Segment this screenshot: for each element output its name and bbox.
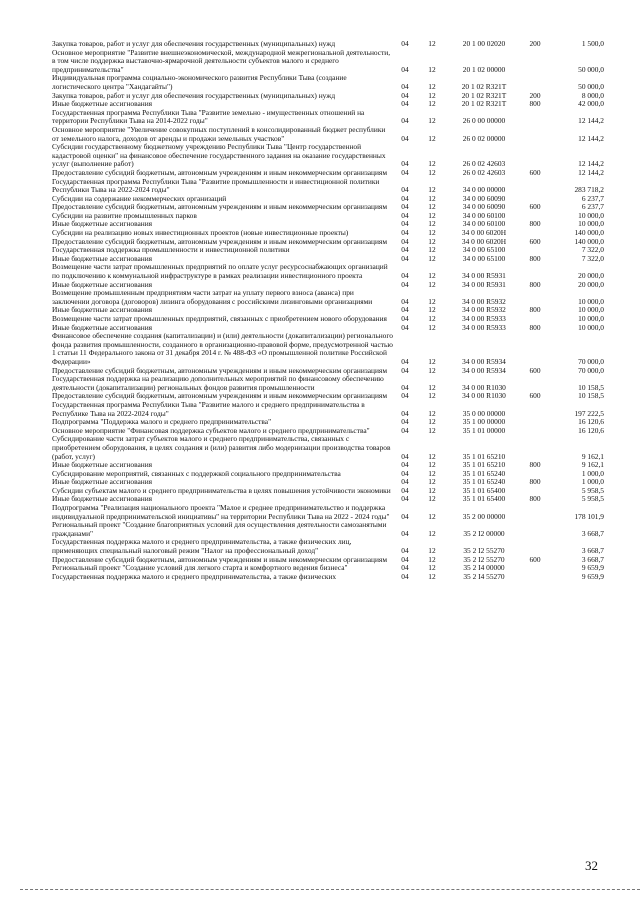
row-expense-type — [521, 263, 549, 280]
row-amount: 42 000,0 — [578, 99, 604, 109]
row-target-article: 34 0 00 65100 — [462, 245, 506, 255]
row-target-article: 35 1 01 65240 — [462, 468, 506, 478]
row-section: 04 — [401, 202, 409, 212]
row-subsection: 12 — [428, 305, 436, 315]
row-subsection: 12 — [428, 554, 436, 564]
row-subsection: 12 — [428, 477, 436, 487]
row-target-article: 26 0 02 42603 — [462, 159, 506, 169]
table-row — [52, 401, 604, 418]
row-amount: 5 958,5 — [581, 485, 604, 495]
row-name: Государственная программа Республики Тыва "Развитие малого и среднего предпринимательства в Республике Тыва на 2022-2024 годы" — [52, 399, 365, 418]
row-amount: 12 144,2 — [578, 116, 604, 126]
row-target-article: 34 0 00 60100 — [462, 219, 506, 229]
row-name: Субсидии на развитие промышленных парков — [52, 210, 197, 220]
row-name: Иные бюджетные ассигнования — [52, 279, 153, 289]
row-amount: 140 000,0 — [574, 236, 604, 246]
row-amount: 9 162,1 — [581, 451, 604, 461]
row-name: Субсидирование мероприятий, связанных с поддержкой социального предпринимательства — [52, 468, 341, 478]
row-section: 04 — [401, 167, 409, 177]
row-name: Предоставление субсидий бюджетным, автономным учреждениям и иным некоммерческим организациям — [52, 236, 388, 246]
row-section: 04 — [401, 563, 409, 573]
table-row — [52, 178, 604, 195]
row-section: 04 — [401, 64, 409, 74]
row-target-article: 35 2 00 00000 — [462, 511, 506, 521]
row-section: 04 — [401, 90, 409, 100]
row-target-article: 34 0 00 60090 — [462, 193, 506, 203]
row-subsection: 12 — [428, 425, 436, 435]
table-row — [52, 74, 604, 91]
row-target-article: 20 1 02 00000 — [462, 64, 506, 74]
row-name: Подпрограмма "Реализация национального проекта "Малое и среднее предпринимательство и поддержка индивидуальной предпринимательской инициативы" на территории Республики Тыва на 2022 - 2024 годы" — [52, 503, 390, 521]
row-target-article: 35 2 I4 00000 — [463, 563, 505, 573]
row-name: Государственная поддержка промышленности и инвестиционной политики — [52, 245, 290, 255]
row-subsection: 12 — [428, 64, 436, 74]
row-target-article: 26 0 02 42603 — [462, 167, 506, 177]
row-section: 04 — [401, 81, 409, 91]
row-expense-type — [521, 427, 549, 436]
row-target-article: 34 0 00 60100 — [462, 210, 506, 220]
row-section: 04 — [401, 365, 409, 375]
table-row — [52, 504, 604, 521]
row-expense-type — [521, 521, 549, 538]
row-amount: 70 000,0 — [578, 356, 604, 366]
row-subsection: 12 — [428, 417, 436, 427]
row-target-article: 34 0 00 R5932 — [462, 305, 506, 315]
row-section: 04 — [401, 322, 409, 332]
table-row — [52, 126, 604, 143]
row-target-article: 35 1 01 65210 — [462, 451, 506, 461]
row-amount: 50 000,0 — [578, 81, 604, 91]
row-amount: 7 322,0 — [581, 245, 604, 255]
table-row — [52, 435, 604, 461]
row-section: 04 — [401, 546, 409, 556]
row-name: Основное мероприятие "Увеличение совокупных поступлений в консолидированный бюджет республики от земельного налога, доходов от аренды и продажи земельных участков" — [52, 124, 386, 143]
row-target-article: 34 0 00 00000 — [462, 185, 506, 195]
row-name: Региональный проект "Создание благоприятных условий для осуществления деятельности самозанятыми гражданами" — [52, 520, 387, 538]
row-name: Иные бюджетные ассигнования — [52, 219, 153, 229]
table-row — [52, 263, 604, 280]
row-target-article: 34 0 00 R5934 — [462, 356, 506, 366]
row-section: 04 — [401, 210, 409, 220]
row-amount: 1 000,0 — [581, 468, 604, 478]
row-subsection: 12 — [428, 202, 436, 212]
row-section: 04 — [401, 271, 409, 281]
row-subsection: 12 — [428, 382, 436, 392]
row-target-article: 35 1 01 65400 — [462, 485, 506, 495]
row-subsection: 12 — [428, 193, 436, 203]
row-section: 04 — [401, 571, 409, 581]
row-target-article: 34 0 00 R5931 — [462, 279, 506, 289]
row-expense-type: 600 — [529, 391, 541, 401]
row-amount: 10 000,0 — [578, 322, 604, 332]
row-name: Основное мероприятие "Финансовая поддержка субъектов малого и среднего предпринимательства" — [52, 425, 370, 435]
row-amount: 16 120,6 — [578, 417, 604, 427]
row-expense-type — [521, 126, 549, 143]
row-section: 04 — [401, 159, 409, 169]
row-expense-type: 600 — [529, 554, 541, 564]
row-subsection: 12 — [428, 546, 436, 556]
row-section: 04 — [401, 356, 409, 366]
row-name: Предоставление субсидий бюджетным, автономным учреждениям и иным некоммерческим организациям — [52, 554, 388, 564]
row-section: 04 — [401, 382, 409, 392]
row-name: Предоставление субсидий бюджетным, автономным учреждениям и иным некоммерческим организациям — [52, 167, 388, 177]
row-name: Возмещение части затрат промышленных предприятий по оплате услуг ресурсоснабжающих организаций по подключению к коммунальной инфраструктуре в рамках реализации инвестиционного проекта — [52, 262, 388, 281]
row-name: Предоставление субсидий бюджетным, автономным учреждениям и иным некоммерческим организациям — [52, 202, 388, 212]
row-section: 04 — [401, 99, 409, 109]
row-subsection: 12 — [428, 485, 436, 495]
row-amount: 6 237,7 — [581, 193, 604, 203]
row-target-article: 20 1 02 R321T — [461, 81, 507, 91]
row-expense-type — [521, 375, 549, 392]
row-expense-type: 600 — [529, 236, 541, 246]
row-section: 04 — [401, 554, 409, 564]
row-section: 04 — [401, 408, 409, 418]
row-target-article: 35 1 01 65400 — [462, 494, 506, 504]
table-row — [52, 375, 604, 392]
row-target-article: 20 1 00 02020 — [462, 39, 506, 48]
row-amount: 10 000,0 — [578, 210, 604, 220]
row-subsection: 12 — [428, 314, 436, 323]
row-amount: 1 000,0 — [581, 477, 604, 487]
row-subsection: 12 — [428, 511, 436, 521]
row-section: 04 — [401, 116, 409, 126]
row-subsection: 12 — [428, 408, 436, 418]
row-section: 04 — [401, 425, 409, 435]
row-section: 04 — [401, 477, 409, 487]
row-expense-type: 800 — [529, 322, 541, 332]
row-section: 04 — [401, 511, 409, 521]
table-row — [52, 109, 604, 126]
row-expense-type: 800 — [529, 99, 541, 109]
row-name: Государственная программа Республики Тыва "Развитие земельно - имущественных отношений на территории Республики Тыва на 2014-2022 годы" — [52, 107, 365, 126]
row-amount: 70 000,0 — [578, 365, 604, 375]
row-target-article: 35 2 I4 55270 — [463, 571, 505, 581]
table-row — [52, 521, 604, 538]
row-subsection: 12 — [428, 245, 436, 255]
row-subsection: 12 — [428, 391, 436, 401]
row-section: 04 — [401, 185, 409, 195]
row-section: 04 — [401, 279, 409, 289]
row-expense-type: 800 — [529, 460, 541, 470]
row-name: Иные бюджетные ассигнования — [52, 322, 153, 332]
row-subsection: 12 — [428, 322, 436, 332]
row-subsection: 12 — [428, 296, 436, 306]
row-name: Подпрограмма "Поддержка малого и среднего предпринимательства" — [52, 417, 272, 427]
row-subsection: 12 — [428, 271, 436, 281]
row-section: 04 — [401, 253, 409, 263]
row-amount: 12 144,2 — [578, 133, 604, 143]
row-target-article: 20 1 02 R321T — [461, 99, 507, 109]
row-subsection: 12 — [428, 571, 436, 581]
row-amount: 9 162,1 — [581, 460, 604, 470]
row-amount: 1 500,0 — [581, 39, 604, 48]
row-amount: 20 000,0 — [578, 279, 604, 289]
row-expense-type — [521, 109, 549, 126]
table-row — [52, 49, 604, 75]
row-amount: 12 144,2 — [578, 167, 604, 177]
row-name: Предоставление субсидий бюджетным, автономным учреждениям и иным некоммерческим организациям — [52, 391, 388, 401]
row-name: Субсидии государственному бюджетному учреждению Республики Тыва "Центр государственной кадастровой оценки" на финансовое обеспечение государственного задания на оказание государственных услуг (выполнение работ) — [52, 142, 386, 169]
row-expense-type: 600 — [529, 167, 541, 177]
row-name: Субсидии на реализацию новых инвестиционных проектов (новые инвестиционные проекты) — [52, 228, 349, 238]
table-row — [52, 573, 604, 582]
row-target-article: 35 2 I2 55270 — [463, 546, 505, 556]
row-section: 04 — [401, 193, 409, 203]
row-expense-type — [521, 49, 549, 75]
row-section: 04 — [401, 485, 409, 495]
row-expense-type — [521, 178, 549, 195]
row-expense-type: 800 — [529, 219, 541, 229]
row-section: 04 — [401, 460, 409, 470]
row-subsection: 12 — [428, 228, 436, 238]
row-subsection: 12 — [428, 159, 436, 169]
row-expense-type — [521, 573, 549, 582]
row-subsection: 12 — [428, 460, 436, 470]
row-target-article: 34 0 00 6020Н — [461, 228, 507, 238]
row-subsection: 12 — [428, 219, 436, 229]
budget-table — [52, 40, 604, 581]
row-amount: 10 158,5 — [578, 391, 604, 401]
row-section: 04 — [401, 417, 409, 427]
row-name: Иные бюджетные ассигнования — [52, 460, 153, 470]
row-target-article: 34 0 00 65100 — [462, 253, 506, 263]
row-amount: 10 000,0 — [578, 314, 604, 323]
row-name: Субсидии субъектам малого и среднего предпринимательства в целях повышения устойчивости экономики — [52, 485, 391, 495]
row-name: Иные бюджетные ассигнования — [52, 253, 153, 263]
row-expense-type: 800 — [529, 279, 541, 289]
row-expense-type — [521, 74, 549, 91]
table-row — [52, 289, 604, 306]
budget-table-body — [52, 40, 604, 581]
row-amount: 283 718,2 — [574, 185, 604, 195]
row-target-article: 35 2 I2 00000 — [463, 528, 505, 538]
row-target-article: 34 0 00 60090 — [462, 202, 506, 212]
row-name: Иные бюджетные ассигнования — [52, 494, 153, 504]
row-name: Государственная поддержка на реализацию дополнительных мероприятий по финансовому обеспечению деятельности (докапитализации) региональных фондов развития промышленности — [52, 374, 384, 392]
row-target-article: 34 0 00 R5933 — [462, 322, 506, 332]
row-subsection: 12 — [428, 253, 436, 263]
row-subsection: 12 — [428, 39, 436, 48]
row-expense-type: 800 — [529, 494, 541, 504]
row-name: Финансовое обеспечение создания (капитализации) и (или) деятельности (докапитализации) регионального фонда развития промышленности, созданного в организационно-правовой форме, предусмотренной частью 1 статьи 11 Федерального закона от 31 декабря 2014 г. № 488-ФЗ «О промышленной политике Российской Федерации» — [52, 331, 393, 366]
row-subsection: 12 — [428, 528, 436, 538]
row-target-article: 34 0 00 R5933 — [462, 314, 506, 323]
row-name: Государственная поддержка малого и среднего предпринимательства, а также физических лиц, применяющих специальный налоговый режим "Налог на профессиональный доход" — [52, 537, 352, 556]
row-amount: 50 000,0 — [578, 64, 604, 74]
row-section: 04 — [401, 219, 409, 229]
row-subsection: 12 — [428, 210, 436, 220]
row-expense-type — [521, 289, 549, 306]
row-section: 04 — [401, 133, 409, 143]
row-name: Закупка товаров, работ и услуг для обеспечения государственных (муниципальных) нужд — [52, 39, 336, 48]
row-expense-type — [521, 418, 549, 427]
row-expense-type: 600 — [529, 365, 541, 375]
row-target-article: 34 0 00 6020Н — [461, 236, 507, 246]
row-name: Закупка товаров, работ и услуг для обеспечения государственных (муниципальных) нужд — [52, 90, 336, 100]
row-amount: 10 000,0 — [578, 305, 604, 315]
row-name: Субсидии на содержание некоммерческих организаций — [52, 193, 227, 203]
row-subsection: 12 — [428, 279, 436, 289]
row-name: Государственная поддержка малого и среднего предпринимательства, а также физических — [52, 571, 337, 581]
row-subsection: 12 — [428, 236, 436, 246]
row-expense-type — [521, 564, 549, 573]
row-expense-type — [521, 332, 549, 366]
row-amount: 197 222,5 — [574, 408, 604, 418]
row-amount: 12 144,2 — [578, 159, 604, 169]
row-expense-type: 800 — [529, 305, 541, 315]
row-amount: 5 958,5 — [581, 494, 604, 504]
row-name: Возмещение части затрат промышленных предприятий, связанных с приобретением нового оборудования — [52, 314, 387, 323]
row-section: 04 — [401, 305, 409, 315]
row-section: 04 — [401, 451, 409, 461]
table-row — [52, 332, 604, 366]
table-row — [52, 143, 604, 169]
row-section: 04 — [401, 296, 409, 306]
row-target-article: 34 0 00 R5932 — [462, 296, 506, 306]
row-section: 04 — [401, 528, 409, 538]
row-subsection: 12 — [428, 356, 436, 366]
row-amount: 7 322,0 — [581, 253, 604, 263]
row-subsection: 12 — [428, 133, 436, 143]
row-subsection: 12 — [428, 494, 436, 504]
row-expense-type — [521, 504, 549, 521]
row-target-article: 35 1 01 65210 — [462, 460, 506, 470]
row-name: Иные бюджетные ассигнования — [52, 477, 153, 487]
row-section: 04 — [401, 494, 409, 504]
row-target-article: 20 1 02 R321T — [461, 90, 507, 100]
row-expense-type — [521, 538, 549, 555]
row-amount: 20 000,0 — [578, 271, 604, 281]
row-expense-type: 200 — [529, 39, 541, 48]
row-section: 04 — [401, 236, 409, 246]
row-subsection: 12 — [428, 167, 436, 177]
row-section: 04 — [401, 228, 409, 238]
table-row — [52, 538, 604, 555]
row-target-article: 26 0 02 00000 — [462, 133, 506, 143]
row-target-article: 35 1 01 65240 — [462, 477, 506, 487]
row-subsection: 12 — [428, 116, 436, 126]
row-target-article: 34 0 00 R1030 — [462, 382, 506, 392]
row-subsection: 12 — [428, 563, 436, 573]
row-amount: 9 659,9 — [581, 563, 604, 573]
row-amount: 3 668,7 — [581, 546, 604, 556]
row-target-article: 26 0 00 00000 — [462, 116, 506, 126]
row-amount: 178 101,9 — [574, 511, 604, 521]
row-target-article: 35 1 01 00000 — [462, 425, 506, 435]
row-section: 04 — [401, 468, 409, 478]
row-name: Иные бюджетные ассигнования — [52, 305, 153, 315]
row-expense-type: 600 — [529, 202, 541, 212]
row-subsection: 12 — [428, 90, 436, 100]
row-amount: 140 000,0 — [574, 228, 604, 238]
row-subsection: 12 — [428, 99, 436, 109]
row-name: Индивидуальная программа социально-экономического развития Республики Тыва (создание логистического центра "Хандагайты") — [52, 73, 347, 91]
row-subsection: 12 — [428, 451, 436, 461]
row-name: Государственная программа Республики Тыва "Развитие промышленности и инвестиционной политики Республики Тыва на 2022-2024 годы" — [52, 176, 380, 195]
row-expense-type — [521, 401, 549, 418]
row-amount: 3 668,7 — [581, 554, 604, 564]
row-amount: 8 000,0 — [581, 90, 604, 100]
row-amount: 6 237,7 — [581, 202, 604, 212]
scan-artifact-line — [20, 889, 640, 890]
row-section: 04 — [401, 314, 409, 323]
row-name: Субсидирование части затрат субъектов малого и среднего предпринимательства, связанных с приобретением оборудования, в целях создания и (или) развития либо модернизации производства товаров (работ, услуг) — [52, 434, 391, 461]
row-target-article: 34 0 00 R5934 — [462, 365, 506, 375]
page-number: 32 — [585, 858, 598, 873]
row-target-article: 34 0 00 R5931 — [462, 271, 506, 281]
row-amount: 10 158,5 — [578, 382, 604, 392]
row-amount: 10 000,0 — [578, 296, 604, 306]
row-amount: 16 120,6 — [578, 425, 604, 435]
row-name: Возмещение промышленным предприятиям части затрат на уплату первого взноса (аванса) при заключении договора (договоров) лизинга оборудования с российскими лизинговыми организациями — [52, 288, 373, 306]
row-expense-type: 200 — [529, 90, 541, 100]
row-subsection: 12 — [428, 185, 436, 195]
row-expense-type — [521, 143, 549, 169]
row-amount: 3 668,7 — [581, 528, 604, 538]
row-section: 04 — [401, 39, 409, 48]
row-section: 04 — [401, 391, 409, 401]
row-section: 04 — [401, 245, 409, 255]
row-target-article: 35 0 00 00000 — [462, 408, 506, 418]
row-name: Региональный проект "Создание условий для легкого старта и комфортного ведения бизнеса" — [52, 563, 348, 573]
row-target-article: 34 0 00 R1030 — [462, 391, 506, 401]
row-expense-type — [521, 435, 549, 461]
row-name: Предоставление субсидий бюджетным, автономным учреждениям и иным некоммерческим организациям — [52, 365, 388, 375]
row-amount: 10 000,0 — [578, 219, 604, 229]
row-expense-type: 800 — [529, 253, 541, 263]
row-target-article: 35 1 00 00000 — [462, 417, 506, 427]
row-name: Иные бюджетные ассигнования — [52, 99, 153, 109]
row-subsection: 12 — [428, 468, 436, 478]
row-name: Основное мероприятие "Развитие внешнеэкономической, международной межрегиональной деятельности, в том числе поддержка выставочно-ярмарочной деятельности субъектов малого и среднего предпринимательства" — [52, 47, 391, 74]
row-subsection: 12 — [428, 365, 436, 375]
row-amount: 9 659,9 — [581, 571, 604, 581]
row-subsection: 12 — [428, 81, 436, 91]
row-expense-type: 800 — [529, 477, 541, 487]
row-target-article: 35 2 I2 55270 — [463, 554, 505, 564]
